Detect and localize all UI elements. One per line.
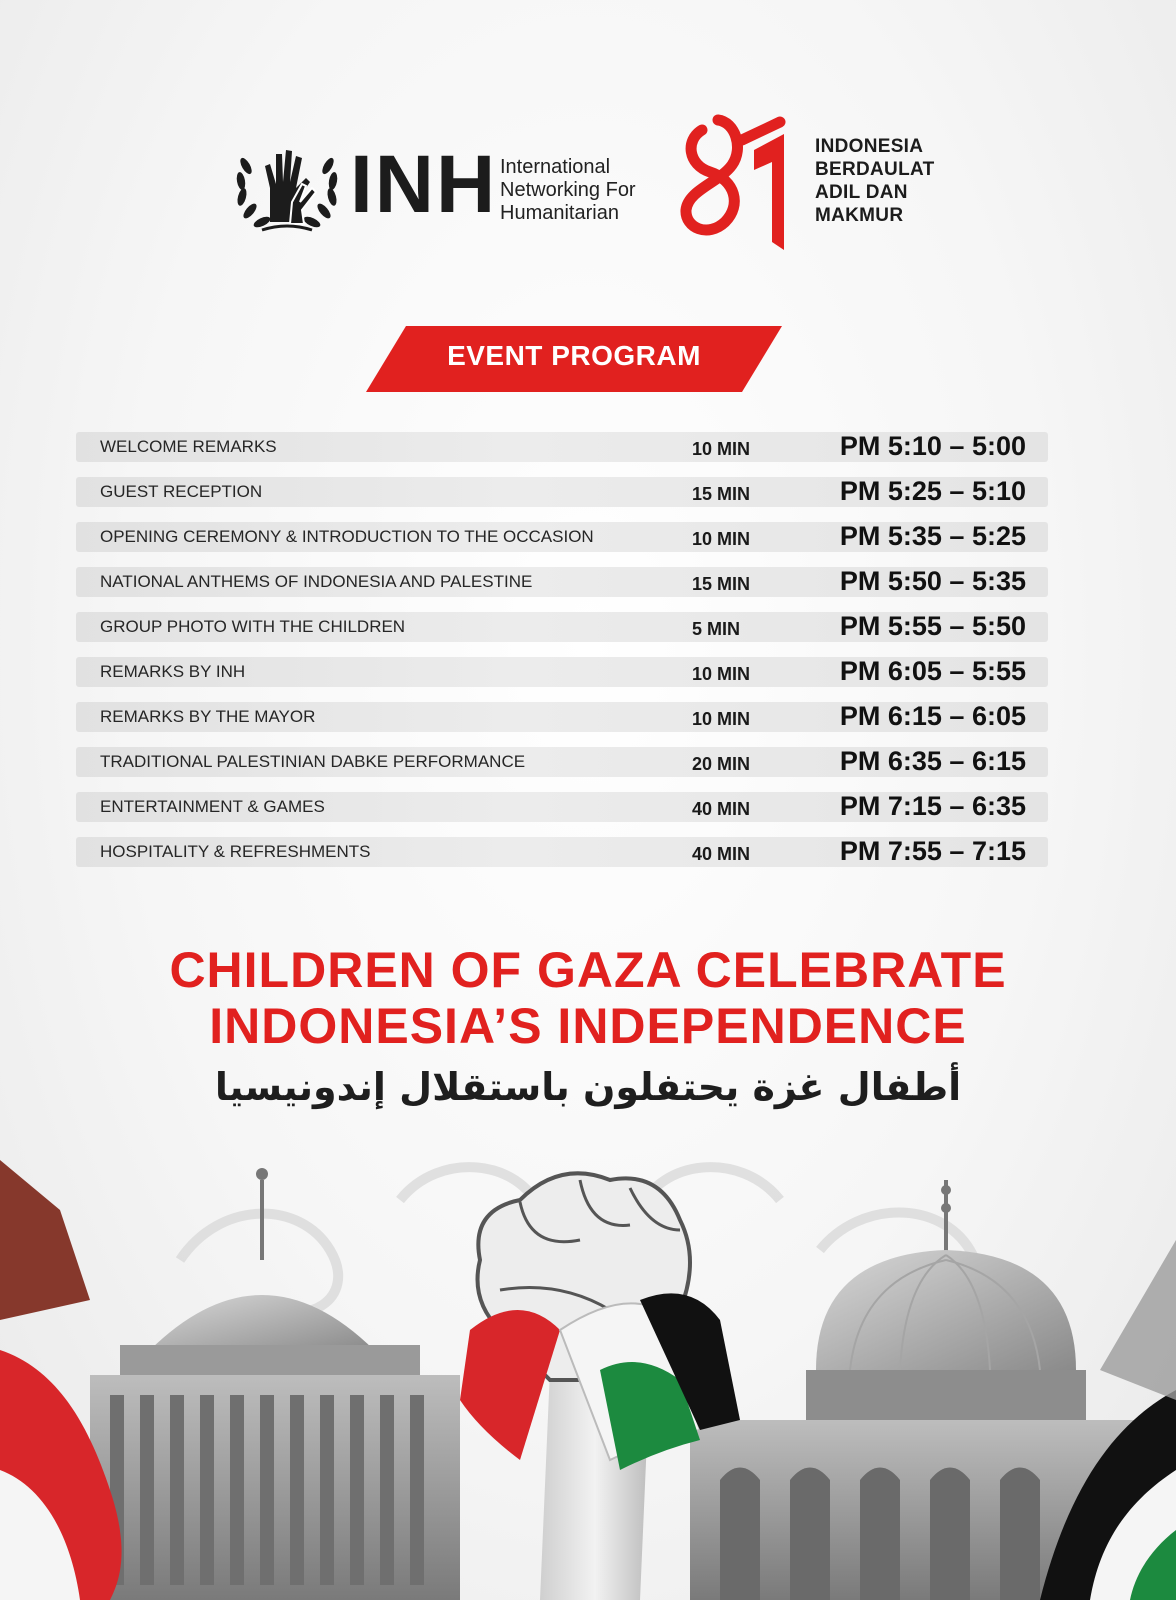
banner-title: EVENT PROGRAM bbox=[447, 340, 701, 371]
program-row bbox=[76, 612, 1048, 657]
session-name: ENTERTAINMENT & GAMES bbox=[100, 797, 325, 816]
session-name: REMARKS BY THE MAYOR bbox=[100, 707, 316, 726]
session-time: PM 6:15 – 6:05 bbox=[839, 701, 1026, 731]
session-duration: 20 MIN bbox=[692, 754, 751, 774]
inh-full-name bbox=[500, 156, 636, 225]
session-name: TRADITIONAL PALESTINIAN DABKE PERFORMANCE bbox=[100, 752, 526, 771]
session-time: PM 5:35 – 5:25 bbox=[839, 521, 1026, 551]
program-row bbox=[76, 432, 1048, 477]
anniversary-tagline bbox=[815, 135, 935, 227]
session-duration: 10 MIN bbox=[692, 709, 751, 729]
session-duration: 10 MIN bbox=[692, 529, 751, 549]
illustration-scene bbox=[0, 1140, 1176, 1600]
program-row bbox=[76, 477, 1048, 522]
headline bbox=[0, 942, 1176, 1054]
session-duration: 15 MIN bbox=[692, 574, 751, 594]
session-duration: 5 MIN bbox=[692, 619, 741, 639]
program-row bbox=[76, 747, 1048, 792]
session-duration: 15 MIN bbox=[692, 484, 751, 504]
session-name: WELCOME REMARKS bbox=[100, 437, 277, 456]
illustration-artwork bbox=[0, 1140, 1176, 1600]
session-time: PM 7:15 – 6:35 bbox=[839, 791, 1026, 821]
anniversary-logo bbox=[680, 110, 940, 260]
session-name: REMARKS BY INH bbox=[100, 662, 246, 681]
program-row bbox=[76, 522, 1048, 567]
program-list bbox=[76, 432, 1048, 882]
header-logos bbox=[0, 110, 1176, 260]
session-time: PM 5:55 – 5:50 bbox=[839, 611, 1026, 641]
tagline-line: INDONESIA bbox=[815, 136, 924, 157]
mosque-dome-icon bbox=[90, 1168, 460, 1600]
session-time: PM 5:25 – 5:10 bbox=[839, 476, 1026, 506]
headline-line-1: CHILDREN OF GAZA CELEBRATE bbox=[169, 942, 1007, 998]
program-row bbox=[76, 837, 1048, 882]
inh-full-name-line: Humanitarian bbox=[500, 202, 619, 224]
session-duration: 40 MIN bbox=[692, 844, 751, 864]
program-row bbox=[76, 792, 1048, 837]
session-duration: 40 MIN bbox=[692, 799, 751, 819]
session-duration: 10 MIN bbox=[692, 439, 751, 459]
tagline-line: MAKMUR bbox=[815, 205, 904, 226]
inh-wordmark: INH bbox=[350, 139, 498, 230]
arabic-headline: أطفال غزة يحتفلون باستقلال إندونيسيا bbox=[214, 1065, 962, 1109]
session-time: PM 6:05 – 5:55 bbox=[839, 656, 1026, 686]
event-program-banner bbox=[366, 326, 782, 392]
session-duration: 10 MIN bbox=[692, 664, 751, 684]
session-time: PM 5:50 – 5:35 bbox=[839, 566, 1026, 596]
inh-hands-wreath-icon bbox=[232, 136, 342, 236]
session-name: GUEST RECEPTION bbox=[100, 482, 263, 501]
inh-logo bbox=[232, 136, 662, 236]
session-name: OPENING CEREMONY & INTRODUCTION TO THE OCCASION bbox=[100, 527, 594, 546]
session-time: PM 6:35 – 6:15 bbox=[839, 746, 1026, 776]
program-row bbox=[76, 702, 1048, 747]
program-row bbox=[76, 567, 1048, 612]
program-row bbox=[76, 657, 1048, 702]
inh-full-name-line: Networking For bbox=[500, 179, 636, 201]
session-name: NATIONAL ANTHEMS OF INDONESIA AND PALESTINE bbox=[100, 572, 533, 591]
session-time: PM 7:55 – 7:15 bbox=[839, 836, 1026, 866]
anniversary-81-icon bbox=[680, 110, 800, 252]
headline-line-2: INDONESIA’S INDEPENDENCE bbox=[209, 998, 967, 1054]
session-name: HOSPITALITY & REFRESHMENTS bbox=[100, 842, 371, 861]
session-time: PM 5:10 – 5:00 bbox=[839, 431, 1026, 461]
tagline-line: BERDAULAT bbox=[815, 159, 935, 180]
session-name: GROUP PHOTO WITH THE CHILDREN bbox=[100, 617, 406, 636]
tagline-line: ADIL DAN bbox=[815, 182, 908, 203]
inh-full-name-line: International bbox=[500, 156, 611, 178]
